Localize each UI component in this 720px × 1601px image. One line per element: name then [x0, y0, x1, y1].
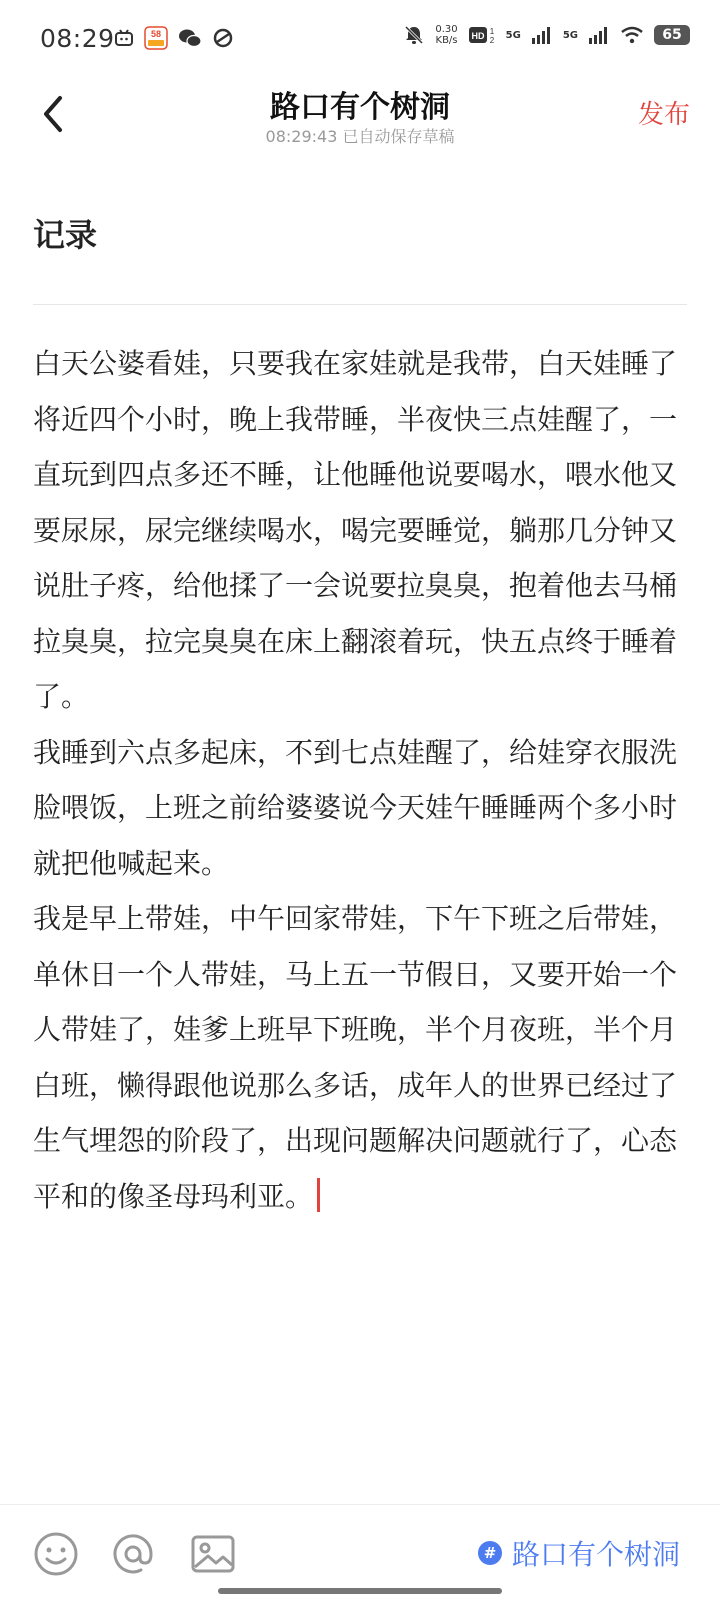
post-body-wrapper[interactable]	[33, 336, 689, 1224]
page-title: 路口有个树洞	[270, 90, 450, 125]
post-title-input[interactable]: 记录	[33, 216, 98, 254]
mute-bell-icon	[403, 24, 425, 46]
title-divider	[33, 304, 687, 305]
signal-label-2: 5G	[562, 29, 578, 41]
net-speed	[435, 24, 457, 46]
svg-text:58: 58	[150, 29, 162, 39]
status-time: 08:29	[40, 24, 115, 53]
wifi-icon	[620, 26, 644, 44]
status-bar	[0, 0, 720, 80]
signal-bars-icon	[588, 26, 610, 44]
battery-indicator: 65	[654, 25, 690, 45]
topic-tag-button[interactable]	[478, 1533, 680, 1573]
net-speed-value: 0.30	[435, 24, 458, 35]
signal-bars-icon	[531, 26, 553, 44]
loop-icon	[212, 27, 234, 49]
autosave-status: 08:29:43 已自动保存草稿	[265, 127, 455, 146]
publish-button[interactable]: 发布	[637, 100, 690, 130]
bilibili-icon	[114, 28, 134, 48]
wechat-icon	[178, 27, 202, 49]
status-indicators	[403, 24, 690, 46]
bottom-toolbar	[0, 1504, 720, 1601]
mention-icon[interactable]	[110, 1531, 156, 1577]
text-cursor	[317, 1178, 320, 1212]
svg-text:1: 1	[489, 27, 494, 36]
status-app-icons	[114, 26, 234, 50]
hashtag-icon: #	[478, 1541, 502, 1565]
signal-label-1: 5G	[505, 29, 521, 41]
hd-icon	[468, 25, 496, 45]
svg-text:2: 2	[489, 36, 494, 45]
image-icon[interactable]	[190, 1531, 236, 1577]
58-app-icon	[144, 26, 168, 50]
net-speed-unit: KB/s	[435, 35, 458, 46]
svg-text:HD: HD	[471, 31, 485, 41]
emoji-icon[interactable]	[33, 1531, 79, 1577]
topic-tag-label: 路口有个树洞	[511, 1538, 680, 1571]
post-body-text: 白天公婆看娃，只要我在家娃就是我带，白天娃睡了将近四个小时，晚上我带睡，半夜快三点娃醒了，一直玩到四点多还不睡，让他睡他说要喝水，喂水他又要尿尿，尿完继续喝水，喝完要睡觉，躺那几分钟又说肚子疼，给他揉了一会说要拉臭臭，抱着他去马桶拉臭臭，拉完臭臭在床上翻滚着玩，快五点终于睡着了。 我睡到六点多起床，不到七点娃醒了，给娃穿衣服洗脸喂饭，上班之前给婆婆说今天娃午睡睡两个多小时就把他喊起来。 我是早上带娃，中午回家带娃，下午下班之后带娃，单休日一个人带娃，马上五一节假日，又要开始一个人带娃了，娃爹上班早下班晚，半个月夜班，半个月白班，懒得跟他说那么多话，成年人的世界已经过了生气埋怨的阶段了，出现问题解决问题就行了，心态平和的像圣母玛利亚。	[33, 347, 678, 1213]
home-indicator[interactable]	[218, 1588, 502, 1594]
editor-header	[0, 80, 720, 150]
